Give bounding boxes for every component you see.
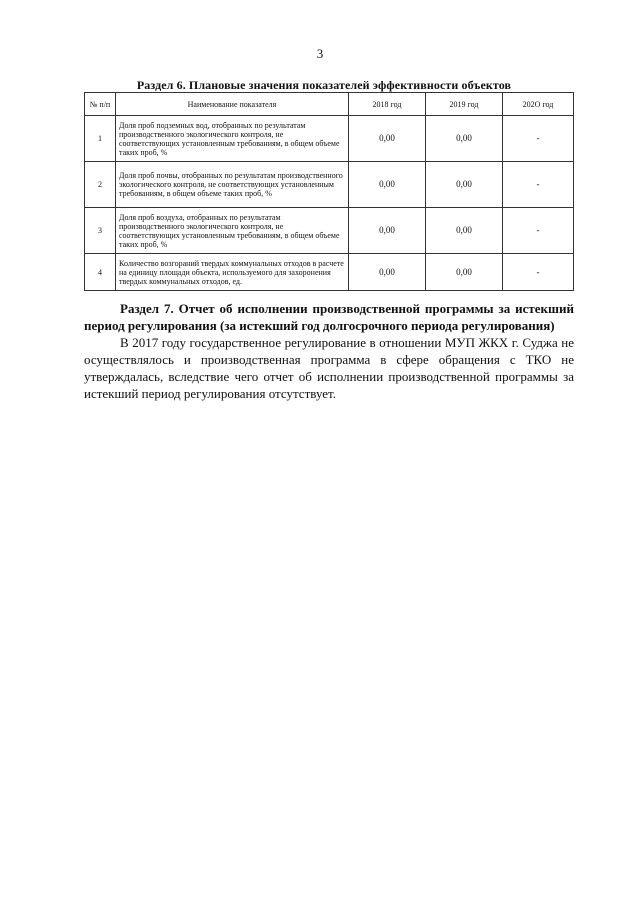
- table-header-row: [85, 93, 574, 116]
- header-2019: 2019 год: [426, 93, 503, 116]
- table-row: [85, 116, 574, 162]
- value-2018: 0,00: [349, 162, 426, 208]
- header-name: Наименование показателя: [116, 93, 349, 116]
- indicator-name: Количество возгораний твердых коммунальных отходов в расчете на единицу площади объекта, используемого для захоронения твердых коммунальных отходов, ед.: [116, 254, 349, 291]
- value-2018: 0,00: [349, 116, 426, 162]
- value-2020: -: [503, 162, 574, 208]
- value-2019: 0,00: [426, 162, 503, 208]
- indicator-name: Доля проб почвы, отобранных по результатам производственного экологического контроля, не соответствующих установленным требованиям, в общем объеме таких проб, %: [116, 162, 349, 208]
- value-2018: 0,00: [349, 208, 426, 254]
- value-2019: 0,00: [426, 208, 503, 254]
- value-2018: 0,00: [349, 254, 426, 291]
- row-number: 1: [85, 116, 116, 162]
- section-7-heading: Раздел 7. Отчет об исполнении производственной программы за истекший период регулирования (за истекший год долгосрочного периода регулирования): [84, 301, 574, 333]
- table-row: [85, 162, 574, 208]
- table-row: [85, 208, 574, 254]
- indicator-name: Доля проб подземных вод, отобранных по результатам производственного экологического контроля, не соответствующих установленным требованиям, в общем объеме таких проб, %: [116, 116, 349, 162]
- section-6-title: Раздел 6. Плановые значения показателей эффективности объектов: [136, 78, 512, 92]
- value-2020: -: [503, 254, 574, 291]
- kpi-table: [84, 92, 574, 291]
- row-number: 4: [85, 254, 116, 291]
- value-2020: -: [503, 208, 574, 254]
- header-2020: 202О год: [503, 93, 574, 116]
- row-number: 2: [85, 162, 116, 208]
- indicator-name: Доля проб воздуха, отобранных по результатам производственного экологического контроля, не соответствующих установленным требованиям, в общем объеме таких проб, %: [116, 208, 349, 254]
- header-num: № п/п: [85, 93, 116, 116]
- value-2020: -: [503, 116, 574, 162]
- page-number: 3: [316, 46, 324, 61]
- value-2019: 0,00: [426, 116, 503, 162]
- row-number: 3: [85, 208, 116, 254]
- section-7-body: В 2017 году государственное регулирование в отношении МУП ЖКХ г. Суджа не осуществлялось и производственная программа в сфере обращения с ТКО не утверждалась, вследствие чего отчет об исполнении производственной программы за истекший период регулирования отсутствует.: [84, 335, 574, 401]
- section-7: [84, 300, 574, 402]
- table-row: [85, 254, 574, 291]
- value-2019: 0,00: [426, 254, 503, 291]
- header-2018: 2018 год: [349, 93, 426, 116]
